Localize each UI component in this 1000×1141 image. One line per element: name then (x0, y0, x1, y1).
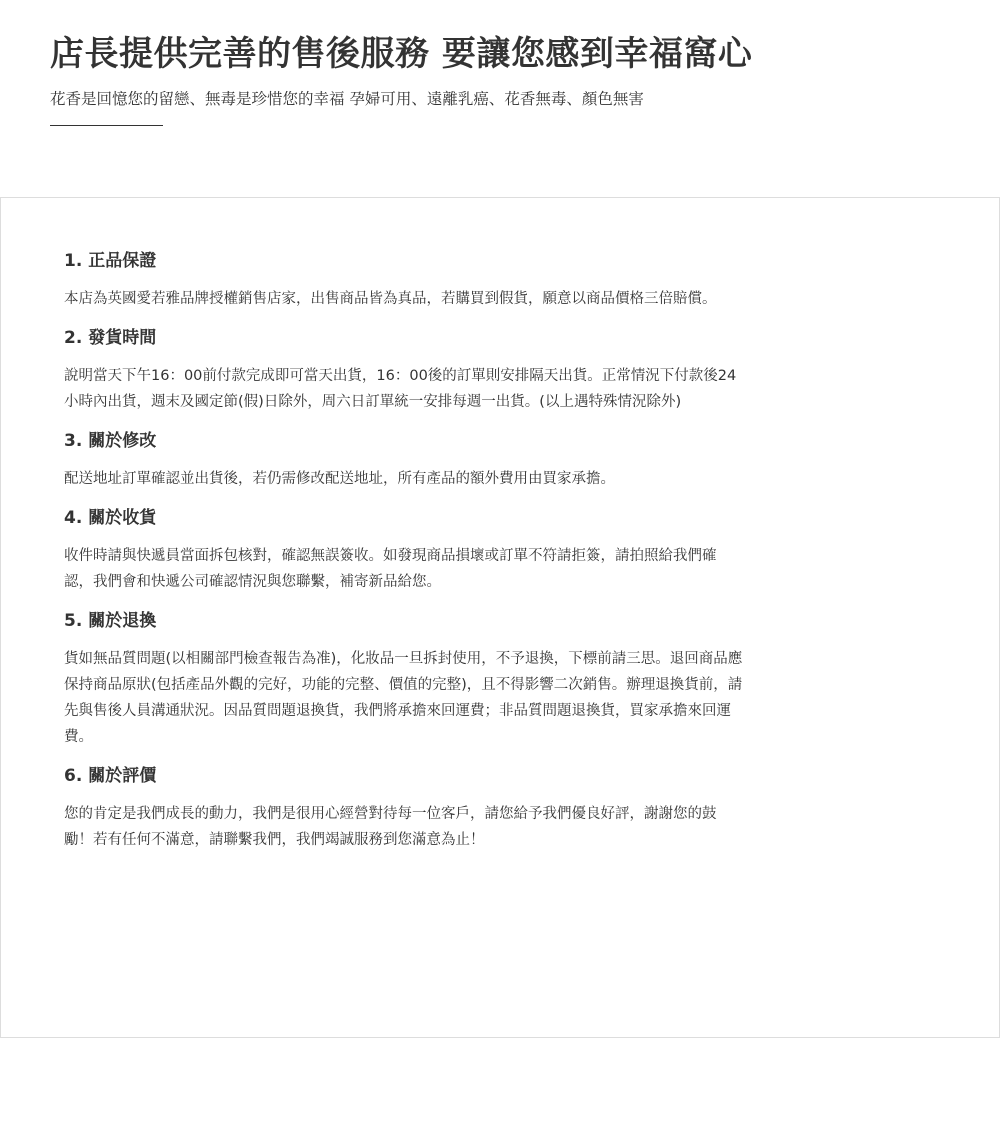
policy-section-receiving (64, 503, 744, 595)
section-heading: 3. 關於修改 (64, 431, 157, 451)
policy-section-reviews (64, 761, 744, 853)
title-underline-divider (50, 125, 163, 126)
section-heading: 5. 關於退換 (64, 611, 157, 631)
section-body: 說明當天下午16：00前付款完成即可當天出貨，16：00後的訂單則安排隔天出貨。正常情況下付款後24小時內出貨，週末及國定節(假)日除外，周六日訂單統一安排每週一出貨。(以上遇特殊情況除外) (64, 368, 737, 410)
section-body: 您的肯定是我們成長的動力，我們是很用心經營對待每一位客戶，請您給予我們優良好評，謝謝您的鼓勵！若有任何不滿意，請聯繫我們，我們竭誠服務到您滿意為止！ (64, 806, 717, 848)
section-body: 本店為英國愛若雅品牌授權銷售店家，出售商品皆為真品，若購買到假貨，願意以商品價格三倍賠償。 (64, 291, 717, 307)
policy-section-returns (64, 606, 744, 750)
section-body: 收件時請與快遞員當面拆包核對，確認無誤簽收。如發現商品損壞或訂單不符請拒簽，請拍照給我們確認，我們會和快遞公司確認情況與您聯繫，補寄新品給您。 (64, 548, 717, 590)
section-heading: 1. 正品保證 (64, 251, 157, 271)
after-sales-policy-panel (0, 197, 1000, 1038)
page-title: 店長提供完善的售後服務 要讓您感到幸福窩心 (50, 34, 753, 74)
section-heading: 4. 關於收貨 (64, 508, 157, 528)
policy-list (64, 246, 744, 864)
page-header (50, 28, 970, 126)
section-heading: 6. 關於評價 (64, 766, 157, 786)
policy-section-modification (64, 426, 744, 492)
section-body: 配送地址訂單確認並出貨後，若仍需修改配送地址，所有產品的額外費用由買家承擔。 (64, 471, 615, 487)
section-heading: 2. 發貨時間 (64, 328, 157, 348)
policy-section-authenticity (64, 246, 744, 312)
section-body: 貨如無品質問題(以相關部門檢查報告為准)，化妝品一旦拆封使用，不予退換，下標前請三思。退回商品應保持商品原狀(包括產品外觀的完好，功能的完整、價值的完整)，且不得影響二次銷售。辦理退換貨前，請先與售後人員溝通狀況。因品質問題退換貨，我們將承擔來回運費；非品質問題退換貨，買家承擔來回運費。 (64, 651, 743, 745)
policy-section-shipping-time (64, 323, 744, 415)
page-subtitle: 花香是回憶您的留戀、無毒是珍惜您的幸福 孕婦可用、遠離乳癌、花香無毒、顏色無害 (50, 90, 644, 108)
